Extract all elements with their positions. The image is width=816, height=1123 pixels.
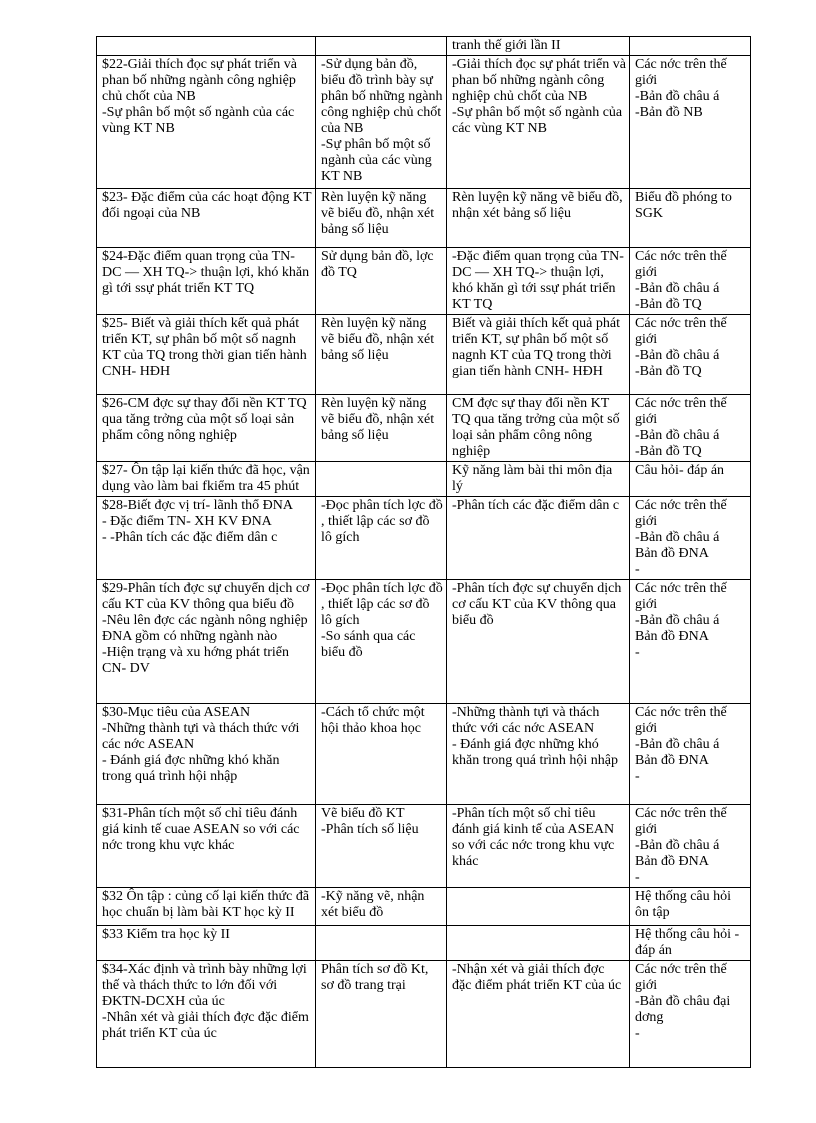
skills-cell (316, 37, 447, 56)
lesson-content-cell (97, 462, 316, 497)
cell-line: Các nớc trên thế giới (635, 806, 727, 837)
skills-cell (316, 961, 447, 1068)
cell-line: -So sánh qua các biểu đồ (321, 629, 416, 660)
cell-line: -Đọc phân tích lợc đồ , thiết lập các sơ đồ lô gích (321, 498, 443, 545)
focus-cell (447, 580, 630, 704)
cell-line: - Đặc điểm TN- XH KV ĐNA (102, 514, 272, 529)
focus-cell (447, 37, 630, 56)
cell-line: -Bản đồ TQ (635, 297, 702, 312)
cell-line: Sử dụng bản đồ, lợc đồ TQ (321, 249, 434, 280)
cell-line: Bản đồ ĐNA (635, 854, 709, 869)
cell-line: -Sự phân bố một số ngành của các vùng KT NB (452, 105, 623, 136)
table-row (97, 580, 751, 704)
skills-cell (316, 395, 447, 462)
materials-cell (630, 805, 751, 888)
materials-cell (630, 926, 751, 961)
cell-line: $34-Xác định và trình bày những lợi thế và thách thức to lớn đối với ĐKTN-DCXH của úc (102, 962, 307, 1009)
materials-cell (630, 56, 751, 189)
cell-line: -Đặc điểm quan trọng của TN- DC — XH TQ-> thuận lợi, khó khăn gì tới ssự phát triển KT TQ (452, 249, 624, 312)
focus-cell (447, 497, 630, 580)
cell-line: $24-Đặc điểm quan trọng của TN- DC — XH TQ-> thuận lợi, khó khăn gì tới ssự phát triển KT TQ (102, 249, 310, 296)
cell-line: Các nớc trên thế giới (635, 249, 727, 280)
table-row (97, 462, 751, 497)
cell-line: $27- Ôn tập lại kiến thức đã học, vận dụng vào làm bai fkiểm tra 45 phút (102, 463, 310, 494)
cell-line: -Những thành tựi và thách thức với các nớc ASEAN (102, 721, 300, 752)
skills-cell (316, 189, 447, 248)
lesson-content-cell (97, 580, 316, 704)
cell-line: - (635, 1026, 640, 1041)
cell-line: - Đánh giá đợc những khó khăn trong quá trình hội nhập (452, 737, 619, 768)
focus-cell (447, 704, 630, 805)
cell-line: -Bản đồ TQ (635, 444, 702, 459)
lesson-content-cell (97, 395, 316, 462)
cell-line: -Bản đồ châu á (635, 428, 720, 443)
materials-cell (630, 580, 751, 704)
table-row (97, 805, 751, 888)
cell-line: - -Phân tích các đặc điểm dân c (102, 530, 278, 545)
cell-line: -Kỹ năng vẽ, nhận xét biểu đồ (321, 889, 425, 920)
cell-line: $29-Phân tích đợc sự chuyển dịch cơ cấu KT của KV thông qua biểu đồ (102, 581, 310, 612)
focus-cell (447, 805, 630, 888)
cell-line: Rèn luyện kỹ năng vẽ biểu đồ, nhận xét bảng số liệu (321, 316, 435, 363)
cell-line: -Bản đồ châu đại dơng (635, 994, 731, 1025)
skills-cell (316, 580, 447, 704)
focus-cell (447, 248, 630, 315)
cell-line: Biết và giải thích kết quả phát triển KT, sự phân bố một số nagnh KT của TQ trong thời gian tiến hành CNH- HĐH (452, 316, 620, 379)
cell-line: -Đọc phân tích lợc đồ , thiết lập các sơ đồ lô gích (321, 581, 443, 628)
cell-line: - (635, 870, 640, 885)
cell-line: -Nhận xét và giải thích đợc đặc điểm phát triển KT của úc (452, 962, 622, 993)
cell-line: -Những thành tựi và thách thức với các nớc ASEAN (452, 705, 600, 736)
cell-line: $31-Phân tích một số chỉ tiêu đánh giá kinh tế cuae ASEAN so với các nớc trong khu vực khác (102, 806, 300, 853)
cell-line: Các nớc trên thế giới (635, 57, 727, 88)
cell-line: -Nhân xét và giải thích đợc đặc điểm phát triển KT của úc (102, 1010, 309, 1041)
cell-line: -Bản đồ châu á (635, 281, 720, 296)
cell-line: Các nớc trên thế giới (635, 581, 727, 612)
lesson-content-cell (97, 926, 316, 961)
lesson-content-cell (97, 888, 316, 926)
cell-line: $28-Biết đợc vị trí- lãnh thổ ĐNA (102, 498, 293, 513)
skills-cell (316, 704, 447, 805)
cell-line: -Bản đồ NB (635, 105, 703, 120)
cell-line: Rèn luyện kỹ năng vẽ biểu đồ, nhận xét bảng số liệu (321, 190, 435, 237)
lesson-content-cell (97, 805, 316, 888)
cell-line: Các nớc trên thế giới (635, 705, 727, 736)
cell-line: -Phân tích số liệu (321, 822, 419, 837)
cell-line: $23- Đặc điểm của các hoạt động KT đối ngoại của NB (102, 190, 312, 221)
table-row (97, 37, 751, 56)
materials-cell (630, 189, 751, 248)
materials-cell (630, 961, 751, 1068)
focus-cell (447, 961, 630, 1068)
cell-line: -Bản đồ châu á (635, 838, 720, 853)
skills-cell (316, 497, 447, 580)
cell-line: $26-CM đợc sự thay đổi nền KT TQ qua tăng trởng của một số loại sản phẩm công nông nghiệp (102, 396, 307, 443)
table-row (97, 56, 751, 189)
cell-line: -Sự phân bố một số ngành của các vùng KT NB (102, 105, 295, 136)
lesson-content-cell (97, 315, 316, 395)
cell-line: -Bản đồ TQ (635, 364, 702, 379)
table-row (97, 704, 751, 805)
cell-line: -Sự phân bố một số ngành của các vùng KT NB (321, 137, 432, 184)
table-row (97, 888, 751, 926)
lesson-content-cell (97, 189, 316, 248)
materials-cell (630, 37, 751, 56)
cell-line: Hệ thống câu hỏi ôn tập (635, 889, 732, 920)
cell-line: CM đợc sự thay đổi nền KT TQ qua tăng trởng của một số loại sản phẩm công nông nghiệp (452, 396, 620, 459)
cell-line: -Phân tích một số chỉ tiêu đánh giá kinh tế của ASEAN so với các nớc trong khu vực khác (452, 806, 615, 869)
cell-line: -Cách tổ chức một hội thảo khoa học (321, 705, 425, 736)
cell-line: tranh thế giới lần II (452, 38, 561, 53)
cell-line: -Nêu lên đợc các ngành nông nghiệp ĐNA gồm có những ngành nào (102, 613, 308, 644)
cell-line: $22-Giải thích đọc sự phát triển và phan bố những ngành công nghiệp chủ chốt của NB (102, 57, 297, 104)
lesson-content-cell (97, 37, 316, 56)
cell-line: Vẽ biểu đồ KT (321, 806, 405, 821)
skills-cell (316, 315, 447, 395)
cell-line: Bản đồ ĐNA (635, 546, 709, 561)
cell-line: Các nớc trên thế giới (635, 498, 727, 529)
lesson-content-cell (97, 961, 316, 1068)
skills-cell (316, 926, 447, 961)
materials-cell (630, 704, 751, 805)
table-row (97, 315, 751, 395)
skills-cell (316, 888, 447, 926)
table-row (97, 497, 751, 580)
focus-cell (447, 462, 630, 497)
cell-line: Biểu đồ phóng to SGK (635, 190, 732, 221)
cell-line: Các nớc trên thế giới (635, 396, 727, 427)
cell-line: -Bản đồ châu á (635, 613, 720, 628)
cell-line: $25- Biết và giải thích kết quả phát triển KT, sự phân bố một số nagnh KT của TQ trong thời gian tiến hành CNH- HĐH (102, 316, 307, 379)
cell-line: $32 Ôn tập : củng cố lại kiến thức đã học chuẩn bị làm bài KT học kỳ II (102, 889, 310, 920)
cell-line: Rèn luyện kỹ năng vẽ biểu đồ, nhận xét bảng số liệu (452, 190, 623, 221)
materials-cell (630, 315, 751, 395)
materials-cell (630, 462, 751, 497)
cell-line: Phân tích sơ đồ Kt, sơ đồ trang trại (321, 962, 429, 993)
table-row (97, 395, 751, 462)
cell-line: - (635, 562, 640, 577)
cell-line: Các nớc trên thế giới (635, 962, 727, 993)
cell-line: -Phân tích đợc sự chuyển dịch cơ cấu KT của KV thông qua biểu đồ (452, 581, 622, 628)
materials-cell (630, 497, 751, 580)
cell-line: Hệ thống câu hỏi - đáp án (635, 927, 740, 958)
cell-line: $30-Mục tiêu của ASEAN (102, 705, 251, 720)
skills-cell (316, 805, 447, 888)
lesson-content-cell (97, 248, 316, 315)
skills-cell (316, 462, 447, 497)
cell-line: Câu hỏi- đáp án (635, 463, 725, 478)
cell-line: Bản đồ ĐNA (635, 629, 709, 644)
skills-cell (316, 56, 447, 189)
cell-line: -Sử dụng bản đồ, biểu đồ trình bày sự phân bố những ngành công nghiệp chủ chốt của NB (321, 57, 443, 136)
curriculum-page (96, 36, 750, 1068)
skills-cell (316, 248, 447, 315)
focus-cell (447, 395, 630, 462)
cell-line: -Bản đồ châu á (635, 89, 720, 104)
cell-line: - (635, 769, 640, 784)
cell-line: Các nớc trên thế giới (635, 316, 727, 347)
materials-cell (630, 395, 751, 462)
curriculum-table-body (97, 37, 751, 1068)
cell-line: -Hiện trạng và xu hớng phát triển CN- DV (102, 645, 290, 676)
focus-cell (447, 189, 630, 248)
cell-line: - (635, 645, 640, 660)
cell-line: -Bản đồ châu á (635, 348, 720, 363)
materials-cell (630, 248, 751, 315)
cell-line: -Giải thích đọc sự phát triển và phan bố những ngành công nghiệp chủ chốt của NB (452, 57, 626, 104)
cell-line: -Phân tích các đặc điểm dân c (452, 498, 620, 513)
table-row (97, 961, 751, 1068)
materials-cell (630, 888, 751, 926)
cell-line: - Đánh giá đợc những khó khăn trong quá trình hội nhập (102, 753, 280, 784)
cell-line: $33 Kiểm tra học kỳ II (102, 927, 230, 942)
table-row (97, 189, 751, 248)
table-row (97, 926, 751, 961)
focus-cell (447, 56, 630, 189)
cell-line: Kỹ năng làm bài thi môn địa lý (452, 463, 613, 494)
table-row (97, 248, 751, 315)
focus-cell (447, 888, 630, 926)
curriculum-table (96, 36, 751, 1068)
cell-line: Rèn luyện kỹ năng vẽ biểu đồ, nhận xét bảng số liệu (321, 396, 435, 443)
focus-cell (447, 926, 630, 961)
lesson-content-cell (97, 56, 316, 189)
cell-line: -Bản đồ châu á (635, 737, 720, 752)
lesson-content-cell (97, 497, 316, 580)
cell-line: Bản đồ ĐNA (635, 753, 709, 768)
focus-cell (447, 315, 630, 395)
cell-line: -Bản đồ châu á (635, 530, 720, 545)
lesson-content-cell (97, 704, 316, 805)
